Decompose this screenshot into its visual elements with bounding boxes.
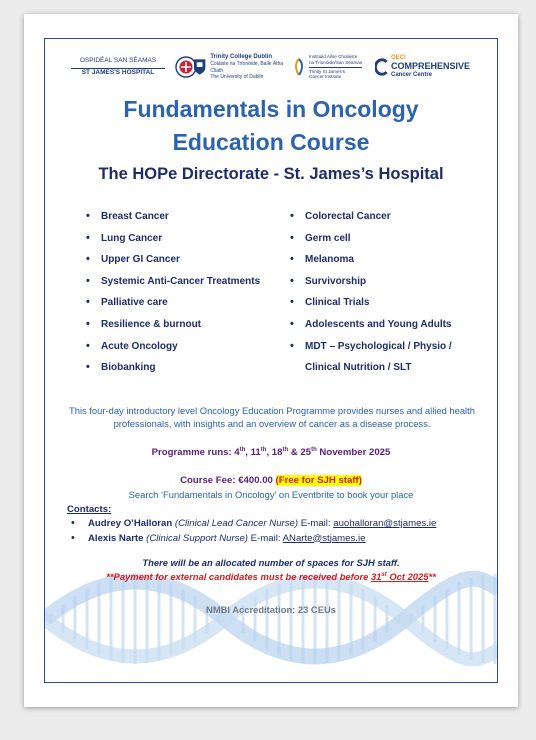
cancer-logo-line3: Trinity St James's: [309, 68, 345, 74]
topic-item: • Biobanking: [83, 362, 260, 384]
date-suffix: th: [311, 447, 317, 453]
topic-item: • MDT – Psychological / Physio /: [287, 341, 452, 363]
topic-item: • Upper GI Cancer: [83, 254, 260, 276]
date-suffix: th: [260, 447, 267, 453]
topic-item: • Melanoma: [287, 254, 452, 276]
oeci-badge: OECI: [390, 55, 406, 62]
programme-date: , 18: [266, 447, 283, 459]
cancer-institute-logo: [293, 47, 373, 87]
oeci-line2: Cancer Centre: [390, 71, 432, 78]
topic-item: • Germ cell: [287, 233, 452, 255]
tcd-logo-english: The University of Dublin: [210, 73, 264, 80]
cancer-institute-ribbon-icon: [293, 57, 305, 77]
contact-name: Audrey O’Halloran: [88, 518, 173, 529]
programme-description: This four-day introductory level Oncology Education Programme provides nurses and allied health professionals, with insights and an overview of cancer as a disease process.: [69, 405, 475, 430]
flyer-frame: [44, 38, 498, 683]
deadline-day-suffix: st: [381, 571, 387, 578]
tcd-logo-irish: Coláiste na Tríonóide, Baile Átha Cliath: [210, 61, 284, 74]
programme-date: , 11: [245, 447, 261, 459]
contact-role: (Clinical Support Nurse): [146, 532, 248, 544]
logo-bar: [45, 47, 497, 89]
payment-notice-suffix: **: [428, 571, 436, 582]
sjh-logo-line2: ST JAMES'S HOSPITAL: [81, 68, 155, 76]
cancer-logo-line2: na Tríonóide/San Séamas: [309, 59, 363, 65]
topics-list-left: [83, 211, 260, 384]
course-fee: [45, 475, 497, 486]
payment-deadline-notice: [45, 571, 497, 582]
oeci-c-icon: [375, 55, 388, 79]
oeci-comprehensive-logo: [375, 47, 470, 87]
payment-notice-prefix: **Payment for external candidates must be received before: [106, 571, 371, 582]
oeci-line1: COMPREHENSIVE: [390, 61, 470, 72]
course-fee-label: Course Fee: €400.00: [180, 475, 276, 486]
contact-role: (Clinical Lead Cancer Nurse): [174, 518, 299, 529]
course-title-line2: Education Course: [172, 129, 370, 155]
contact-email-label: E-mail:: [247, 532, 283, 544]
topic-item: • Systemic Anti-Cancer Treatments: [83, 276, 260, 298]
flyer-page: [24, 14, 518, 707]
nmbi-accreditation: NMBI Accreditation: 23 CEUs: [206, 604, 336, 615]
contacts-heading: Contacts:: [67, 504, 112, 515]
deadline-day: 31: [370, 571, 382, 582]
contact-item: [69, 518, 436, 533]
contact-email-link[interactable]: auohalloran@stjames.ie: [333, 518, 437, 529]
st-james-hospital-logo: [63, 47, 213, 87]
contact-item: [69, 533, 436, 548]
contact-name: Alexis Narte: [88, 532, 144, 544]
contacts-list: [69, 518, 436, 547]
contact-email-label: E-mail:: [298, 518, 334, 529]
topic-item: • Lung Cancer: [83, 233, 260, 255]
topic-item: • Colorectal Cancer: [287, 211, 452, 233]
topic-item: • Palliative care: [83, 297, 260, 319]
staff-spaces-notice: There will be an allocated number of spaces for SJH staff.: [142, 557, 400, 568]
topics-list-right: [287, 211, 452, 384]
programme-dates-suffix: November 2025: [316, 447, 391, 459]
topic-item: • Breast Cancer: [83, 211, 260, 233]
topic-item: • Acute Oncology: [83, 341, 260, 363]
deadline-month: Oct 2025: [386, 571, 429, 582]
tcd-logo-name: Trinity College Dublin: [210, 53, 272, 60]
cancer-logo-line1: Institiúid Ailse Choláiste: [309, 54, 358, 60]
cancer-logo-line4: Cancer Institute: [309, 74, 342, 80]
contact-email-link[interactable]: ANarte@stjames.ie: [282, 532, 366, 544]
free-for-staff-highlight: (Free for SJH staff): [275, 475, 362, 486]
topic-item: • Adolescents and Young Adults: [287, 319, 452, 341]
course-title-line1: Fundamentals in Oncology: [123, 96, 419, 122]
topic-item-continuation: Clinical Nutrition / SLT: [305, 362, 412, 374]
trinity-college-logo: [193, 47, 293, 87]
date-suffix: th: [282, 447, 289, 453]
tcd-shield-icon: [193, 58, 206, 76]
programme-dates: [45, 447, 497, 458]
programme-date: & 25: [288, 447, 312, 459]
sjh-logo-line1: OSPIDÉAL SAN SÉAMAS: [79, 57, 157, 65]
booking-instructions: Search ‘Fundamentals in Oncology’ on Eventbrite to book your place: [128, 489, 414, 500]
topic-item: • Survivorship: [287, 276, 452, 298]
topic-item: • Clinical Trials: [287, 297, 452, 319]
course-subtitle: The HOPe Directorate - St. James’s Hospital: [98, 165, 444, 183]
payment-deadline-date: [371, 571, 428, 582]
programme-dates-prefix: Programme runs: 4: [151, 447, 240, 459]
date-suffix: th: [239, 447, 246, 453]
topic-item: • Resilience & burnout: [83, 319, 260, 341]
